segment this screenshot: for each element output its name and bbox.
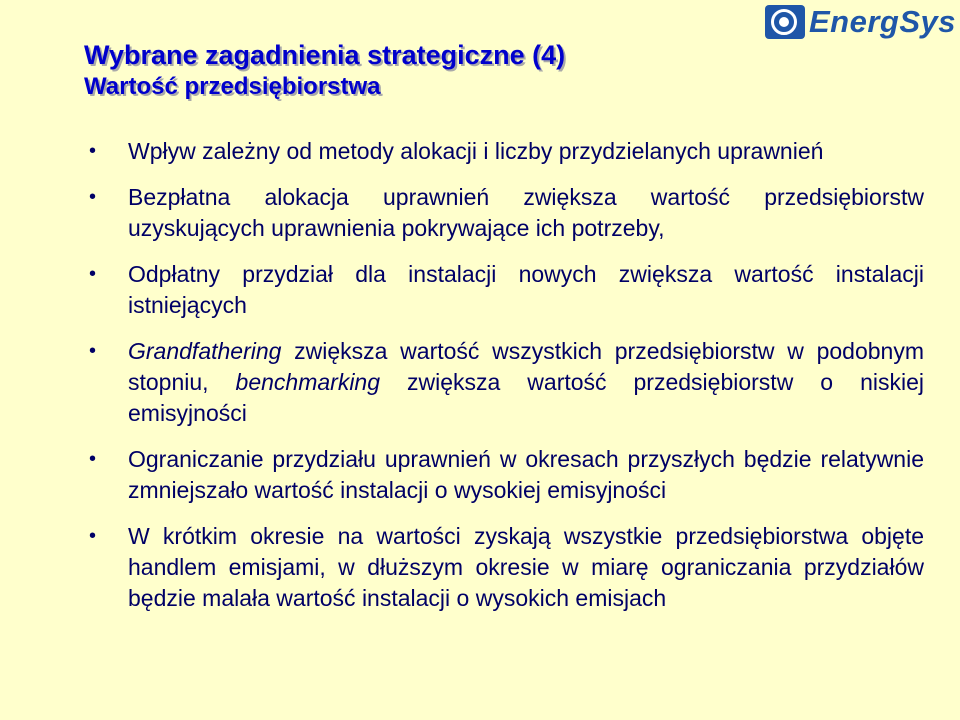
bullet-italic-term-grandfathering: Grandfathering [128, 338, 282, 364]
bullet-dot-icon: • [89, 186, 97, 208]
bullet-item-3 [86, 259, 924, 321]
bullet-text-part-2: zwiększa wartość przedsiębiorstw o niskiej emisyjności [128, 369, 924, 426]
slide-title [84, 38, 565, 102]
bullet-dot-icon: • [89, 340, 97, 362]
bullet-text: Wpływ zależny od metody alokacji i liczby przydzielanych uprawnień [128, 138, 824, 164]
energsys-logo-icon [765, 5, 805, 39]
slide-title-line-1: Wybrane zagadnienia strategiczne (4) [84, 40, 566, 70]
bullet-text: Bezpłatna alokacja uprawnień zwiększa wartość przedsiębiorstw uzyskujących uprawnienia pokrywające ich potrzeby, [128, 184, 924, 241]
bullet-dot-icon: • [89, 448, 97, 470]
slide-subtitle: Wartość przedsiębiorstwa [84, 73, 381, 100]
logo-dot-shape [779, 17, 789, 27]
bullet-text: W krótkim okresie na wartości zyskają wszystkie przedsiębiorstwa objęte handlem emisjami, w dłuższym okresie w miarę ograniczania przydziałów będzie malała wartość instalacji o wysokich emisjach [128, 523, 924, 611]
bullet-item-6 [86, 521, 924, 614]
bullet-item-2 [86, 182, 924, 244]
bullet-item-5 [86, 444, 924, 506]
bullet-item-1 [86, 136, 924, 167]
bullet-text: Odpłatny przydział dla instalacji nowych zwiększa wartość instalacji istniejących [128, 261, 924, 318]
bullet-list [86, 136, 924, 629]
bullet-text-part-1: zwiększa wartość wszystkich przedsiębiorstw w podobnym stopniu, [128, 338, 924, 395]
bullet-item-4 [86, 336, 924, 429]
bullet-dot-icon: • [89, 140, 97, 162]
bullet-text: Ograniczanie przydziału uprawnień w okresach przyszłych będzie relatywnie zmniejszało wartość instalacji o wysokiej emisyjności [128, 446, 924, 503]
energsys-logo [765, 2, 956, 42]
bullet-dot-icon: • [89, 263, 97, 285]
bullet-dot-icon: • [89, 525, 97, 547]
logo-text: EnergSys [808, 4, 956, 39]
bullet-italic-term-benchmarking: benchmarking [235, 369, 381, 395]
